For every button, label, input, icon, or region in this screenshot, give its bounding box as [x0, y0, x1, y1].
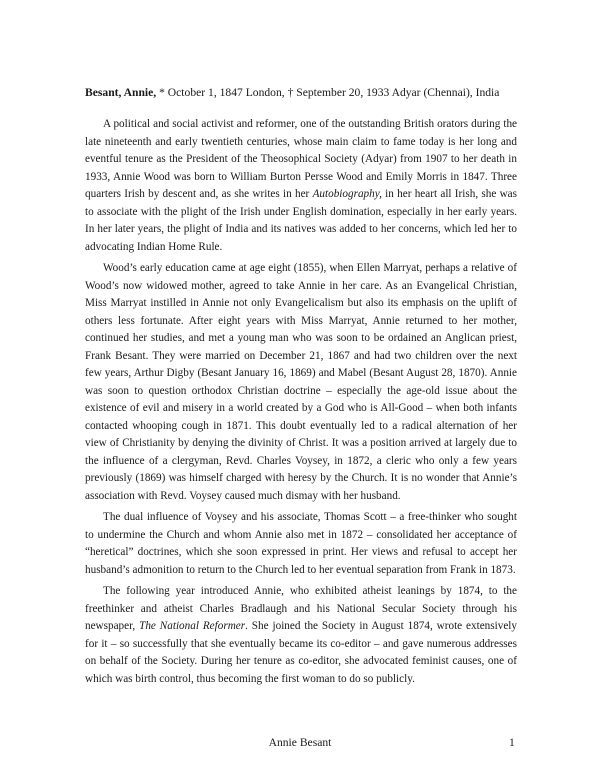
paragraph-1: A political and social activist and reformer, one of the outstanding British orators during the late nineteenth and early twentieth centuries, whose main claim to fame today is her long and eventful tenure as the President of the Theosophical Society (Adyar) from 1907 to her death in 1933, Annie Wood was born to William Burton Persse Wood and Emily Morris in 1847. Three quarters Irish by descent and, as she writes in her Autobiography, in her heart all Irish, she was to associate with the plight of the Irish under English domination, especially in her early years. In her later years, the plight of India and its natives was added to her concerns, which led her to advocating Indian Home Rule.: [85, 118, 517, 253]
page-number: 1: [509, 736, 515, 749]
article-body: [85, 116, 517, 692]
paragraph-4: The following year introduced Annie, who exhibited atheist leanings by 1874, to the freethinker and atheist Charles Bradlaugh and his National Secular Society through his newspaper, The National Reformer. She joined the Society in August 1874, wrote extensively for it – so successfully that she eventually became its co-editor – and gave numerous addresses on behalf of the Society. During her tenure as co-editor, she advocated feminist causes, one of which was birth control, thus becoming the first woman to do so publicly.: [85, 585, 517, 685]
footer-title: Annie Besant: [268, 736, 332, 749]
entry-heading: [85, 85, 525, 101]
entry-details: * October 1, 1847 London, † September 20, 1933 Adyar (Chennai), India: [156, 86, 500, 99]
autobiography-title: Autobiography,: [312, 188, 382, 200]
newspaper-title: The National Reformer: [139, 620, 246, 632]
paragraph-2: Wood’s early education came at age eight (1855), when Ellen Marryat, perhaps a relative of Wood’s now widowed mother, agreed to take Annie in her care. As an Evangelical Christian, Miss Marryat instilled in Annie not only Evangelicalism but also its emphasis on the uplift of others less fortunate. After eight years with Miss Marryat, Annie returned to her mother, continued her studies, and met a young man who was soon to be ordained an Anglican priest, Frank Besant. They were married on December 21, 1867 and had two children over the next few years, Arthur Digby (Besant January 16, 1869) and Mabel (Besant August 28, 1870). Annie was soon to question orthodox Christian doctrine – especially the age-old issue about the existence of evil and misery in a world created by a God who is All-Good – when both infants contacted whooping cough in 1871. This doubt eventually led to a radical alternation of her view of Christianity by denying the divinity of Christ. It was a position arrived at largely due to the influence of a clergyman, Revd. Charles Voysey, in 1872, a cleric who only a few years previously (1869) was himself charged with heresy by the Church. It is no wonder that Annie’s association with Revd. Voysey caused much dismay with her husband.: [85, 262, 517, 502]
entry-name: Besant, Annie,: [85, 86, 157, 99]
paragraph-3: The dual influence of Voysey and his associate, Thomas Scott – a free-thinker who sought to undermine the Church and whom Annie also met in 1872 – consolidated her acceptance of “heretical” doctrines, which she soon expressed in print. Her views and refusal to accept her husband’s admonition to return to the Church led to her eventual separation from Frank in 1873.: [85, 511, 517, 576]
